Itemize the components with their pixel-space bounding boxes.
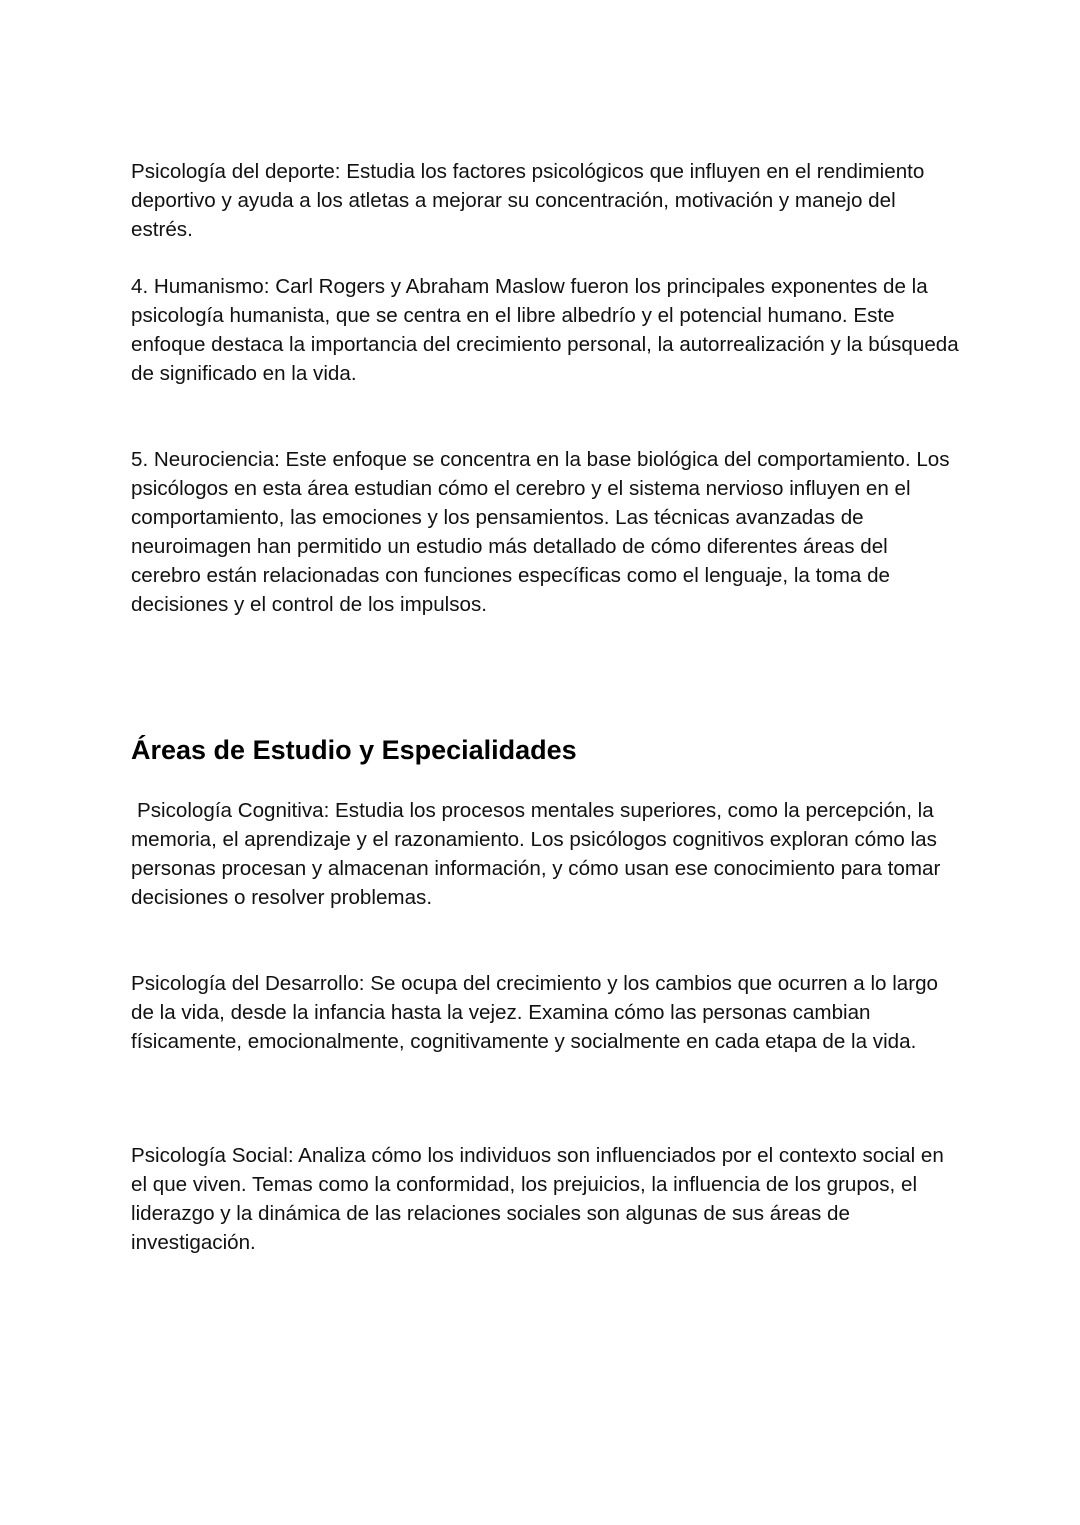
paragraph-humanismo: 4. Humanismo: Carl Rogers y Abraham Maslow fueron los principales exponentes de la psicología humanista, que se centra en el libre albedrío y el potencial humano. Este enfoque destaca la importancia del crecimiento personal, la autorrealización y la búsqueda de significado en la vida. xyxy=(131,275,959,385)
section-heading: Áreas de Estudio y Especialidades xyxy=(131,735,577,765)
paragraph-neurociencia: 5. Neurociencia: Este enfoque se concentra en la base biológica del comportamiento. Los psicólogos en esta área estudian cómo el cerebro y el sistema nervioso influyen en el comportamiento, las emociones y los pensamientos. Las técnicas avanzadas de neuroimagen han permitido un estudio más detallado de cómo diferentes áreas del cerebro están relacionadas con funciones específicas como el lenguaje, la toma de decisiones y el control de los impulsos. xyxy=(131,448,950,616)
paragraph-psicologia-cognitiva: Psicología Cognitiva: Estudia los procesos mentales superiores, como la percepción, la memoria, el aprendizaje y el razonamiento. Los psicólogos cognitivos exploran cómo las personas procesan y almacenan información, y cómo usan ese conocimiento para tomar decisiones o resolver problemas. xyxy=(131,799,941,909)
paragraph-psicologia-social: Psicología Social: Analiza cómo los individuos son influenciados por el contexto social en el que viven. Temas como la conformidad, los prejuicios, la influencia de los grupos, el liderazgo y la dinámica de las relaciones sociales son algunas de sus áreas de investigación. xyxy=(131,1144,944,1254)
paragraph-psicologia-deporte: Psicología del deporte: Estudia los factores psicológicos que influyen en el rendimiento deportivo y ayuda a los atletas a mejorar su concentración, motivación y manejo del estrés. xyxy=(131,160,925,241)
paragraph-psicologia-desarrollo: Psicología del Desarrollo: Se ocupa del crecimiento y los cambios que ocurren a lo largo de la vida, desde la infancia hasta la vejez. Examina cómo las personas cambian físicamente, emocionalmente, cognitivamente y socialmente en cada etapa de la vida. xyxy=(131,972,939,1053)
